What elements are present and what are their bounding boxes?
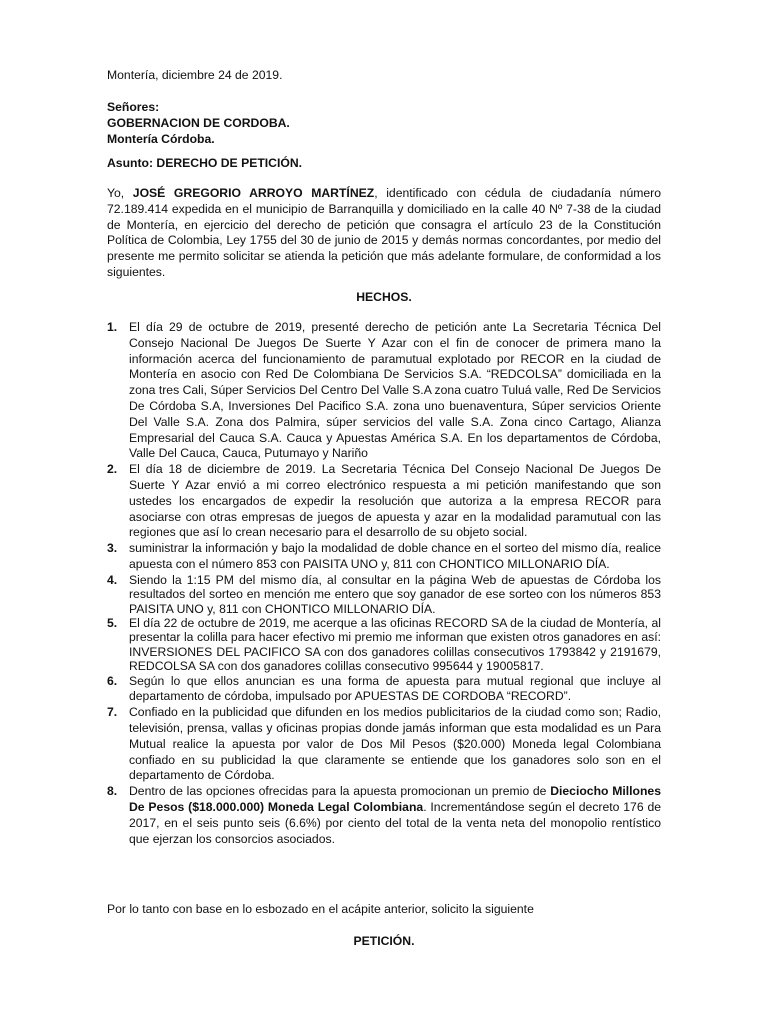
hecho-text: suministrar la información y bajo la modalidad de doble chance en el sorteo del mismo día, realice apuesta con el número 853 con PAISITA UNO y, 811 con CHONTICO MILLONARIO DÍA. [129,541,661,571]
hecho-text: El día 18 de diciembre de 2019. La Secretaria Técnica Del Consejo Nacional De Juegos De Suerte Y Azar envió a mi correo electrónico respuesta a mi petición manifestando que son ustedes los encargados de expedir la resolución que autoriza a la empresa RECOR para asociarse con otras empresas de juegos de apuesta y azar en la modalidad paramutual con las regiones que así lo crean necesario para el desarrollo de su objeto social. [129,462,661,540]
hecho-item [107,320,661,462]
hecho-number: 2. [107,462,118,477]
hechos-list [107,320,661,847]
hecho-number: 1. [107,320,118,334]
hechos-heading: HECHOS. [356,290,412,304]
hecho-text: El día 22 de octubre de 2019, me acerque a las oficinas RECORD SA de la ciudad de Montería, al presentar la colilla para hacer efectivo mi premio me informan que existen otros ganadores en así: INVERSIONES DEL PACIFICO SA con dos ganadores colillas consecutivos 1793842 y 2191679, REDCOLSA SA con dos ganadores colillas consecutivo 995644 y 19005817. [129,615,661,674]
recipient-city: Montería Córdoba. [107,131,215,146]
peticion-heading: PETICIÓN. [353,934,415,948]
hecho-number: 3. [107,541,118,556]
hecho-number: 6. [107,673,118,688]
hecho-text-b: . Incrementándose según el decreto 176 de 2017, en el seis punto seis (6.6%) por ciento del total de la venta neta del monopolio rentístico que ejerzan los consorcios asociados. [129,799,661,846]
intro-prefix: Yo, [107,186,133,200]
hecho-item [107,674,661,706]
subject-text: DERECHO DE PETICIÓN. [156,156,303,170]
hechos-list-container [107,320,661,847]
hecho-number: 4. [107,572,118,587]
intro-paragraph [107,186,661,281]
date-line: Montería, diciembre 24 de 2019. [107,68,283,82]
hecho-item [107,705,661,784]
hecho-text: Confiado en la publicidad que difunden en los medios publicitarios de la ciudad como son; Radio, televisión, prensa, vallas y oficinas propias donde jamás informan que esta modalidad es un Para Mutual realice la apuesta por valor de Dos Mil Pesos ($20.000) Moneda legal Colombiana confiado en su publicidad la que claramente se entiende que los ganadores solo son en el departamento de Córdoba. [129,705,661,783]
hecho-item [107,462,661,541]
hecho-item [107,784,661,847]
hecho-text-a: Dentro de las opciones ofrecidas para la apuesta promocionan un premio de [129,784,551,799]
recipient-block [107,100,661,147]
recipient-salutation: Señores: [107,100,160,114]
hecho-number: 5. [107,615,118,630]
hecho-item [107,573,661,616]
hecho-item [107,616,661,674]
hecho-number: 8. [107,784,118,799]
closing-paragraph: Por lo tanto con base en lo esbozado en el acápite anterior, solicito la siguiente [107,902,534,916]
subject-label: Asunto: [107,156,154,170]
subject-line [107,156,661,172]
intro-body: , identificado con cédula de ciudadanía número 72.189.414 expedida en el municipio de Barranquilla y domiciliado en la calle 40 Nº 7-38 de la ciudad de Montería, en ejercicio del derecho de petición que consagra el artículo 23 de la Constitución Política de Colombia, Ley 1755 del 30 de junio de 2015 y demás normas concordantes, por medio del presente me permito solicitar se atienda la petición que más adelante formulare, de conformidad a los siguientes. [107,186,662,279]
hecho-number: 7. [107,705,118,720]
hecho-text: Siendo la 1:15 PM del mismo día, al consultar en la página Web de apuestas de Córdoba los resultados del sorteo en mención me entero que soy ganador de ese sorteo con los números 853 PAISITA UNO y, 811 con CHONTICO MILLONARIO DÍA. [129,572,661,616]
prize-amount: Dieciocho Millones De Pesos ($18.000.000) Moneda Legal Colombiana [129,784,661,814]
petitioner-name: JOSÉ GREGORIO ARROYO MARTÍNEZ [132,186,375,200]
hecho-item [107,541,661,573]
hecho-text: El día 29 de octubre de 2019, presenté derecho de petición ante La Secretaria Técnica Del Consejo Nacional De Juegos De Suerte Y Azar con el fin de conocer de primera mano la información acerca del funcionamiento de paramutual explotado por RECOR en la ciudad de Montería en asocio con Red De Colombiana De Servicios S.A. “REDCOLSA” domiciliada en la zona tres Cali, Súper Servicios Del Centro Del Valle S.A zona cuatro Tuluá valle, Red De Servicios De Córdoba S.A, Inversiones Del Pacifico S.A. zona uno buenaventura, Súper servicios Oriente Del Valle S.A. Zona dos Palmira, súper servicios del valle S.A. Zona cinco Cartago, Alianza Empresarial del Cauca S.A. Cauca y Apuestas América S.A. En los departamentos de Córdoba, Valle Del Cauca, Cauca, Putumayo y Nariño [129,320,661,461]
hecho-text: Según lo que ellos anuncian es una forma de apuesta para mutual regional que incluye al departamento de córdoba, impulsado por APUESTAS DE CORDOBA “RECORD”. [129,673,661,704]
recipient-org: GOBERNACION DE CORDOBA. [107,115,290,130]
